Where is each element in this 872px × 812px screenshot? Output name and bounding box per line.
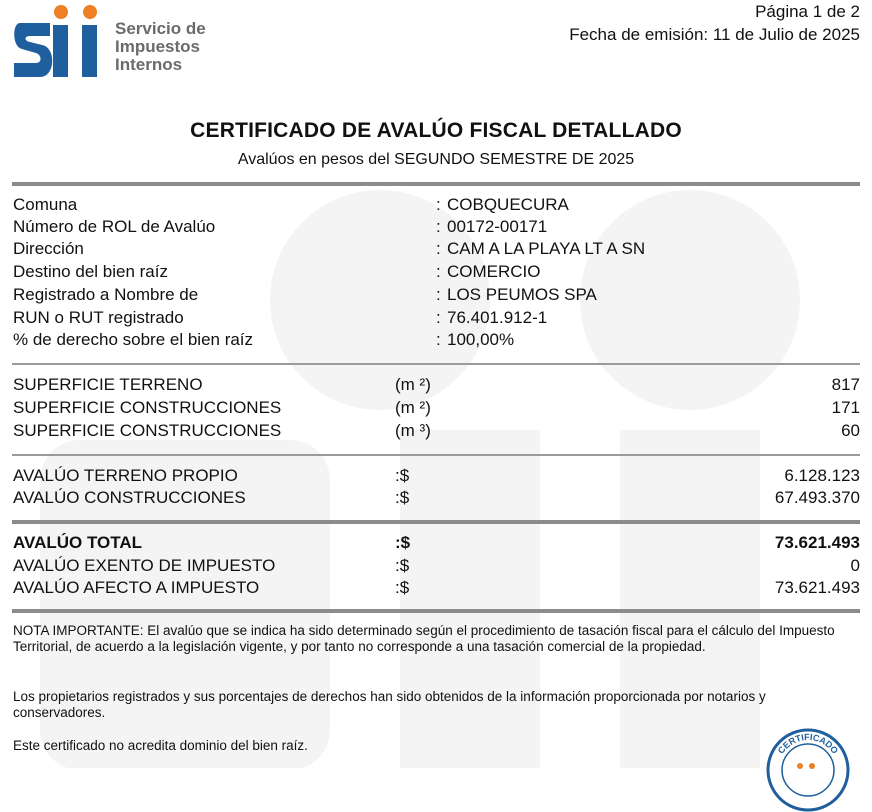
nota-importante: NOTA IMPORTANTE: El avalúo que se indica ha sido determinado según el procedimiento de tasación fiscal para el cálculo del Impuesto Territorial, de acuerdo a la legislación vigente, y por tanto no corresponde a una tasación comercial de la propiedad. [13,623,835,654]
issue-date: Fecha de emisión: 11 de Julio de 2025 [569,25,860,44]
superficie-row: SUPERFICIE TERRENO (m ²) 817 [13,375,860,394]
seal-text: CERTIFICADO [775,731,841,756]
info-row-comuna: Comuna : COBQUECURA [13,195,569,214]
info-row-registrado: Registrado a Nombre de : LOS PEUMOS SPA [13,285,597,304]
sii-logo [12,3,222,83]
sii-logo-text: Servicio de Impuestos Internos [115,19,206,74]
info-row-rol: Número de ROL de Avalúo : 00172-00171 [13,217,548,236]
avaluo-row: AVALÚO TERRENO PROPIO :$ 6.128.123 [13,466,860,485]
document-title: CERTIFICADO DE AVALÚO FISCAL DETALLADO [190,119,682,142]
avaluo-row: AVALÚO CONSTRUCCIONES :$ 67.493.370 [13,488,860,507]
certification-seal [766,728,850,812]
info-row-rut: RUN o RUT registrado : 76.401.912-1 [13,308,548,327]
page-number: Página 1 de 2 [755,2,860,21]
nota-propietarios: Los propietarios registrados y sus porcentajes de derechos han sido obtenidos de la información proporcionada por notarios y conservadores. [13,689,766,720]
divider [12,182,860,186]
info-row-direccion: Dirección : CAM A LA PLAYA LT A SN [13,239,646,258]
divider [12,520,860,524]
nota-dominio: Este certificado no acredita dominio del bien raíz. [13,738,308,753]
divider [12,363,860,365]
sii-logo-mark [12,3,112,83]
avaluo-exento-row: AVALÚO EXENTO DE IMPUESTO :$ 0 [13,556,860,575]
divider [12,609,860,613]
avaluo-afecto-row: AVALÚO AFECTO A IMPUESTO :$ 73.621.493 [13,578,860,597]
avaluo-total-row: AVALÚO TOTAL :$ 73.621.493 [13,533,860,552]
info-row-destino: Destino del bien raíz : COMERCIO [13,262,541,281]
superficie-row: SUPERFICIE CONSTRUCCIONES (m ³) 60 [13,421,860,440]
superficie-row: SUPERFICIE CONSTRUCCIONES (m ²) 171 [13,398,860,417]
divider [12,454,860,456]
info-row-derecho: % de derecho sobre el bien raíz : 100,00% [13,330,515,349]
document-subtitle: Avalúos en pesos del SEGUNDO SEMESTRE DE 2025 [237,151,635,168]
